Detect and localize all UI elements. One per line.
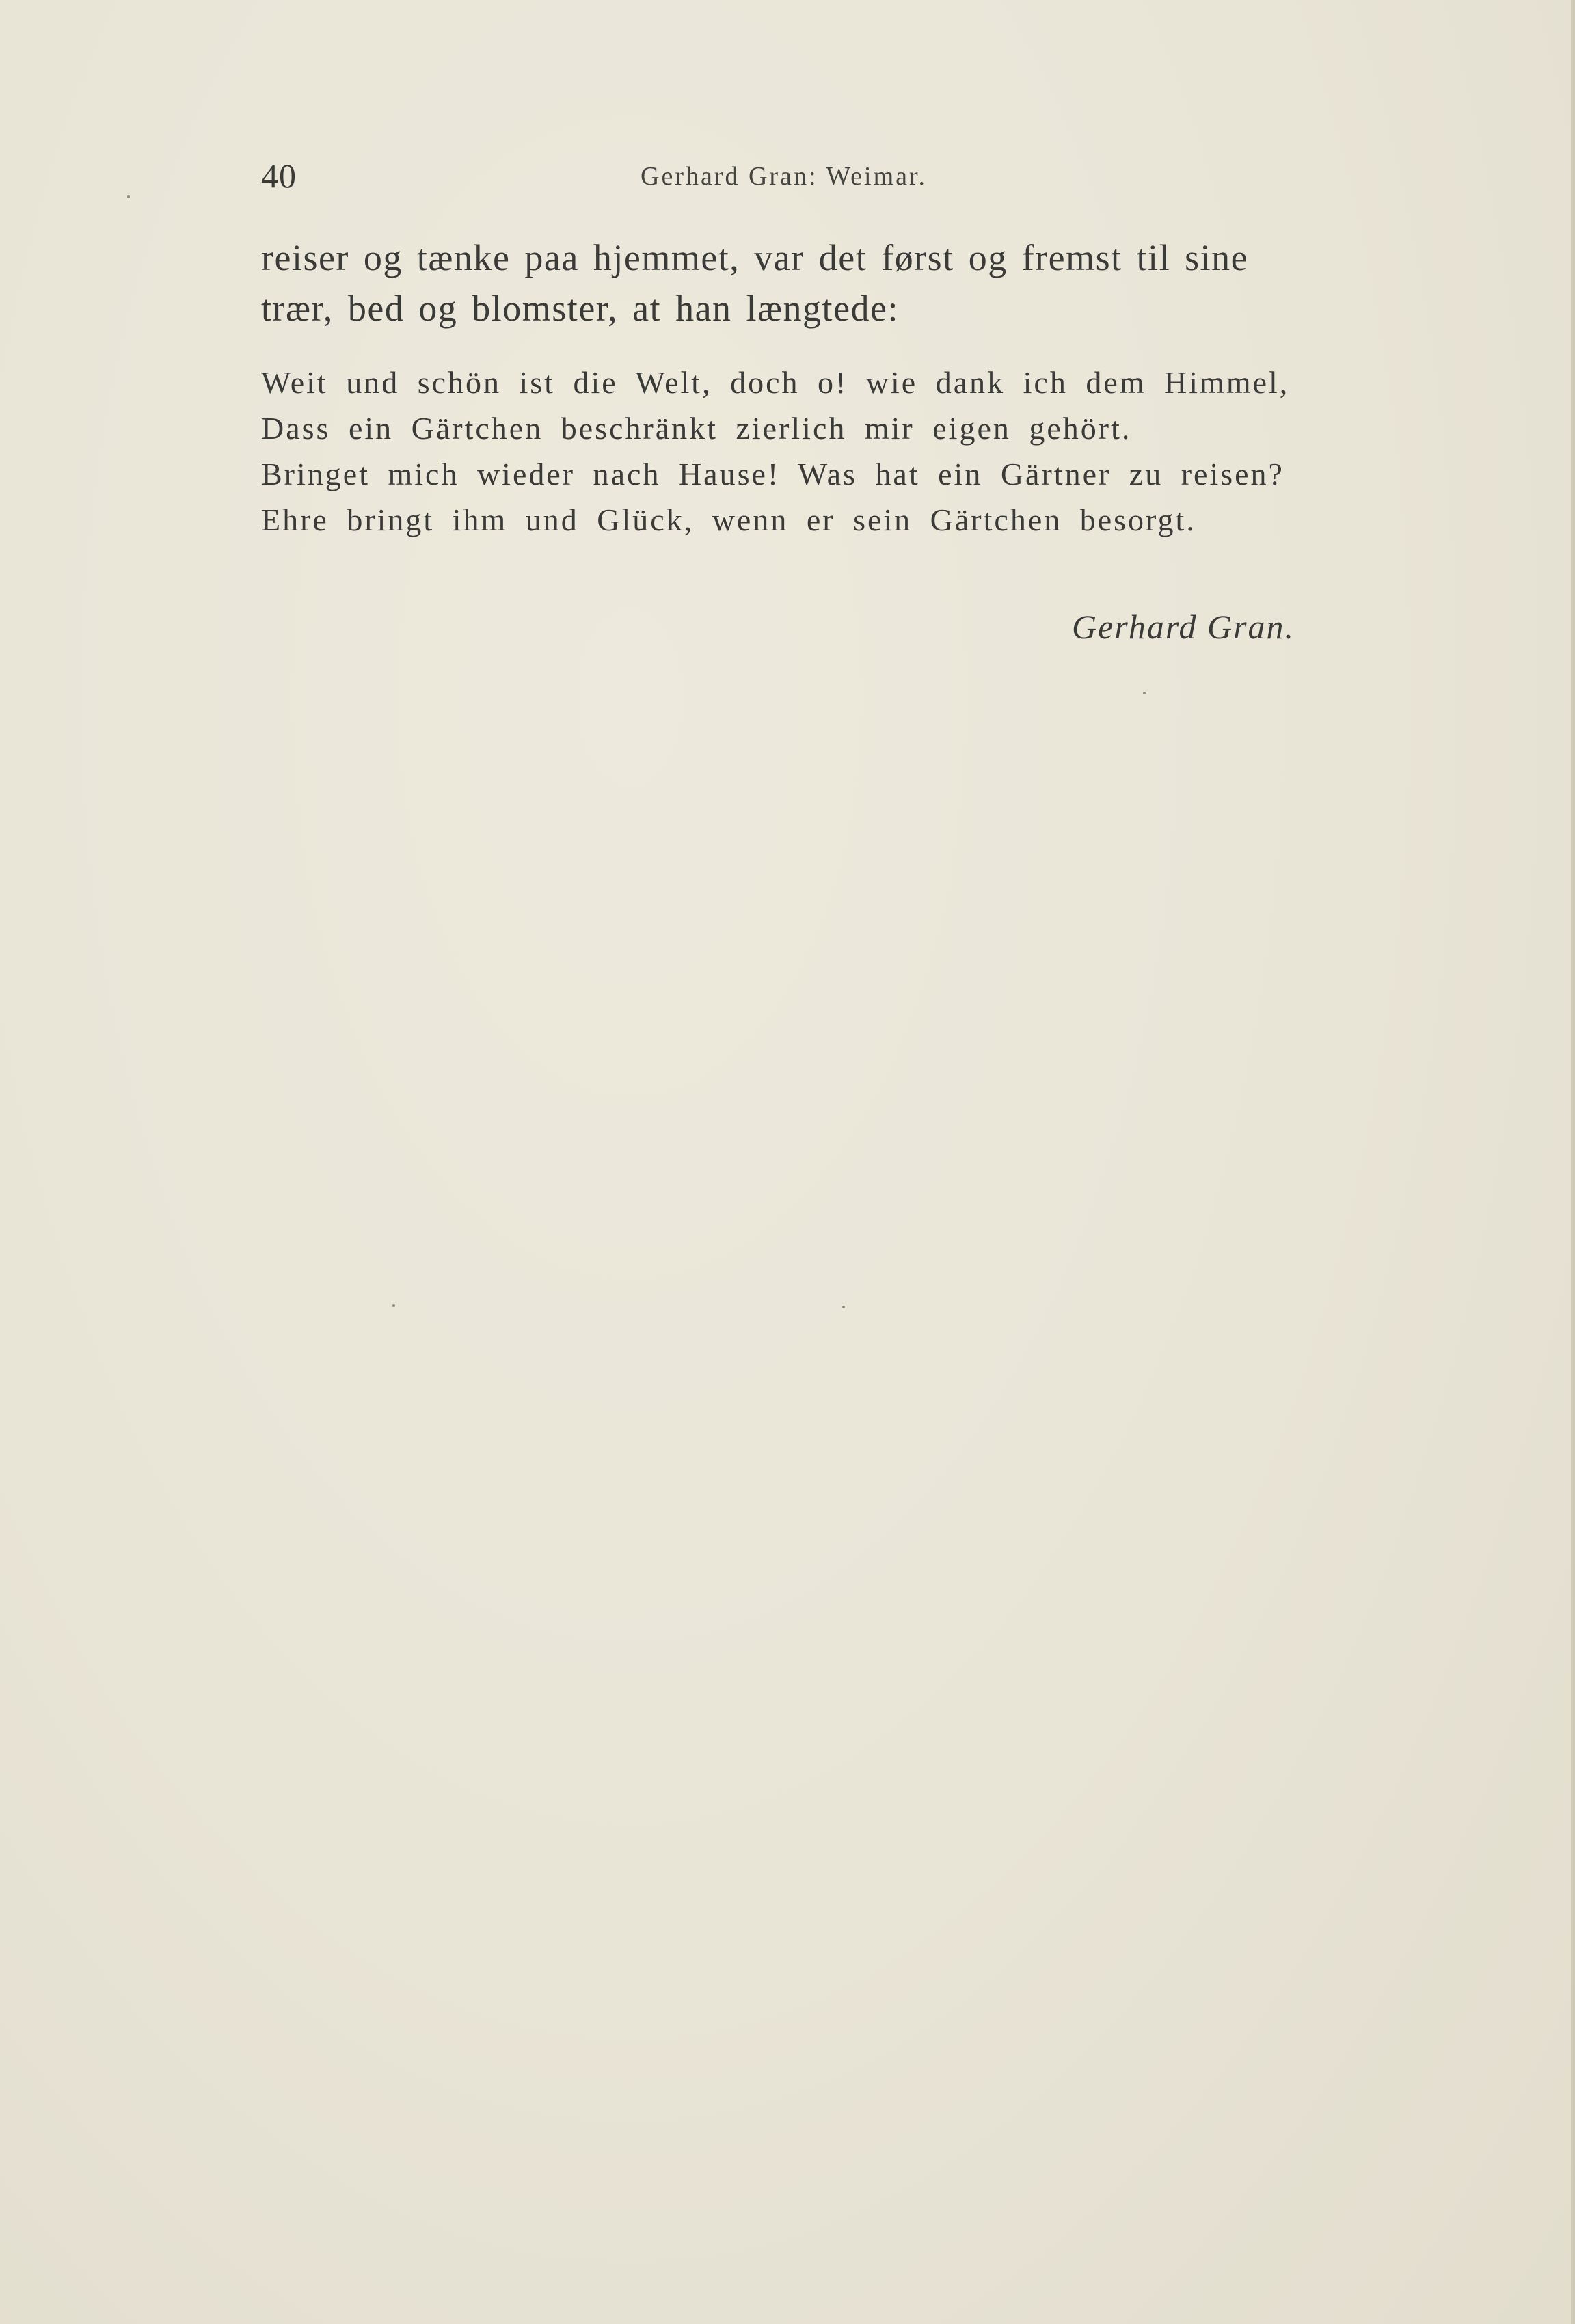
paper-speck bbox=[127, 195, 130, 198]
paper-speck bbox=[1143, 692, 1146, 694]
prose-paragraph bbox=[261, 232, 1410, 334]
paper-speck bbox=[392, 1304, 395, 1307]
poem-verse: Bringet mich wieder nach Hause! Was hat ein Gärtner zu reisen? bbox=[261, 457, 1284, 491]
page-header bbox=[261, 156, 1403, 204]
page-number: 40 bbox=[261, 157, 297, 195]
prose-line: trær, bed og blomster, at han længtede: bbox=[261, 288, 900, 329]
poem-verse: Dass ein Gärtchen beschränkt zierlich mir eigen gehört. bbox=[261, 411, 1132, 446]
poem-verse: Weit und schön ist die Welt, doch o! wie dank ich dem Himmel, bbox=[261, 365, 1290, 400]
author-signature: Gerhard Gran. bbox=[1072, 608, 1295, 646]
prose-line: reiser og tænke paa hjemmet, var det først og fremst til sine bbox=[261, 237, 1249, 278]
page-edge bbox=[1571, 0, 1575, 2324]
running-head: Gerhard Gran: Weimar. bbox=[641, 162, 928, 191]
poem-quote bbox=[261, 360, 1410, 543]
poem-verse: Ehre bringt ihm und Glück, wenn er sein Gärtchen besorgt. bbox=[261, 502, 1196, 537]
paper-speck bbox=[842, 1306, 845, 1308]
